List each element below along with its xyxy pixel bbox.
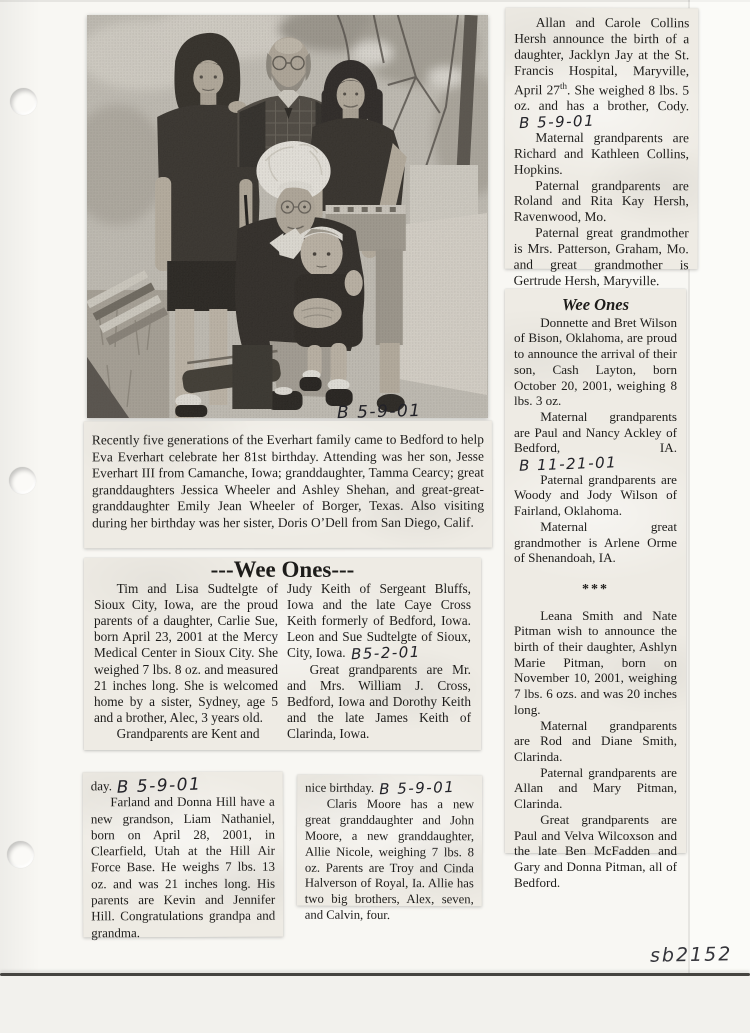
- photo-caption: Recently five generations of the Everhart family came to Bedford to help Eva Everhart celebrate her 81st birthday. Attending was her son, Jesse Everhart III from Camanche, Iowa; granddaughter, Tamma Cearcy; great granddaughters Jessica Wheeler and Ashley Shehan, and great-great-granddaughter Emily Jean Wheeler of Borger, Texas. Also visiting during her birthday was her sister, Doris O’Dell from San Diego, Calif.: [91, 431, 485, 531]
- hersh-paragraph-1: [514, 14, 690, 133]
- handwritten-archive-code: sb2152: [649, 943, 733, 967]
- handwritten-date: B 5-9-01: [116, 774, 202, 798]
- hill-body: Farland and Donna Hill have a new grandson, Liam Nathaniel, born on April 28, 2001, in Clearfield, Utah at the Hill Air Force Base. He weighs 7 lbs. 13 oz. and was 21 inches long. His parents are Kevin and Jennifer Hill. Congratulations grandpa and grandma.: [90, 793, 276, 940]
- handwritten-date: B5-2-01: [350, 643, 421, 664]
- page-top-edge: [0, 0, 750, 2]
- hole-punch-bottom: [7, 841, 34, 868]
- underlying-page: [0, 976, 750, 1033]
- handwritten-date: B 11-21-01: [518, 453, 618, 475]
- pitman-paragraph-1: Leana Smith and Nate Pitman wish to announce the birth of their daughter, Ashlyn Marie Pitman, born on November 10, 2001, weighing 7 lbs. 6 ozs. and was 20 inches long.: [514, 607, 677, 717]
- wilson-paragraph-4: Maternal great grandmother is Arlene Orme of Shenandoah, IA.: [514, 518, 677, 566]
- ordinal-suffix: th: [559, 80, 568, 91]
- wilson-text: Maternal grandparents are Paul and Nancy Ackley of Bedford, IA.: [514, 408, 677, 456]
- hersh-paragraph-4: Paternal great grandmother is Mrs. Patterson, Graham, Mo. and great grandmother is Gertrude Hersh, Maryville.: [513, 225, 689, 289]
- two-column-layout: [94, 581, 471, 742]
- wee-ones-heading: Wee Ones: [561, 295, 630, 314]
- sudtelgte-paragraph-3: [287, 581, 471, 664]
- moore-lead-text: nice birthday.: [305, 780, 375, 795]
- moore-body: Claris Moore has a new great granddaughter and John Moore, a new granddaughter, Allie Nicole, weighing 7 lbs. 8 oz. Parents are Troy and Cinda Halverson of Royal, Ia. Allie has two big brothers, Alex, seven, and Calvin, four.: [304, 796, 475, 923]
- hill-lead-line: [90, 774, 275, 798]
- sudtelgte-paragraph-2: Grandparents are Kent and: [116, 725, 260, 741]
- everhart-family-photo: [87, 15, 488, 418]
- wilson-pitman-clipping: [505, 289, 686, 890]
- handwritten-date: B 5-9-01: [378, 777, 456, 799]
- hersh-paragraph-2: Maternal grandparents are Richard and Kathleen Collins, Hopkins.: [513, 129, 690, 177]
- photo-clipping: [87, 15, 488, 418]
- moore-lead-line: [305, 777, 474, 799]
- hole-punch-top: [10, 88, 37, 115]
- wee-ones-banner-heading: ---Wee Ones---: [210, 557, 355, 582]
- hill-clipping: [83, 772, 284, 938]
- sudtelgte-paragraph-1: Tim and Lisa Sudtelgte of Sioux City, Iowa, are the proud parents of a daughter, Carlie Sue, born April 23, 2001 at the Mercy Medical Center in Sioux City. She weighed 7 lbs. 8 oz. and measured 21 inches long. She is welcomed home by a sister, Sydney, age 5 and a brother, Alec, 3 years old.: [94, 581, 278, 725]
- grain-overlay: [87, 15, 488, 418]
- wilson-paragraph-3: Paternal grandparents are Woody and Jody Wilson of Fairland, Oklahoma.: [514, 471, 677, 519]
- pitman-paragraph-4: Great grandparents are Paul and Velva Wilcoxson and the late Ben McFadden and Gary and Donna Pitman, all of Bedford.: [514, 811, 677, 890]
- hill-lead-text: day.: [90, 778, 112, 794]
- hole-punch-middle: [9, 467, 36, 494]
- right-column: [287, 581, 471, 742]
- pitman-paragraph-3: Paternal grandparents are Allan and Mary Pitman, Clarinda.: [514, 764, 677, 812]
- handwritten-date: B 5-9-01: [518, 111, 596, 133]
- sudtelgte-clipping: [84, 558, 481, 750]
- wilson-paragraph-1: Donnette and Bret Wilson of Bison, Oklahoma, are proud to announce the arrival of their son, Cash Layton, born October 20, 2001, weighing 8 lbs. 3 oz.: [514, 314, 677, 409]
- hersh-text-continued: . She weighed 8 lbs. 5 oz. and has a brother, Cody.: [514, 82, 690, 114]
- sudtelgte-text: Judy Keith of Sergeant Bluffs, Iowa and the late Caye Cross Keith formerly of Bedford, Iowa. Leon and Sue Sudtelgte of Sioux, City, Iowa.: [287, 581, 471, 661]
- sudtelgte-paragraph-4: Great grandparents are Mr. and Mrs. William J. Cross, Bedford, Iowa and Dorothy Keith and the late James Keith of Clarinda, Iowa.: [287, 661, 471, 741]
- hersh-paragraph-3: Paternal grandparents are Roland and Rita Kay Hersh, Ravenwood, Mo.: [513, 177, 689, 225]
- section-separator: ***: [582, 581, 609, 597]
- handwritten-date-caption: B 5-9-01: [336, 400, 422, 424]
- caption-clipping: [84, 421, 492, 549]
- left-column: [94, 581, 278, 742]
- hersh-announcement-clipping: [505, 8, 699, 289]
- hersh-text: Allan and Carole Collins Hersh announce the birth of a daughter, Jacklyn Jay at the St. Francis Hospital, Maryville, April 27: [514, 14, 690, 97]
- pitman-paragraph-2: Maternal grandparents are Rod and Diane Smith, Clarinda.: [514, 717, 677, 764]
- page-right-margin: [690, 0, 750, 973]
- wilson-paragraph-2: [514, 408, 677, 475]
- moore-clipping: [297, 775, 482, 923]
